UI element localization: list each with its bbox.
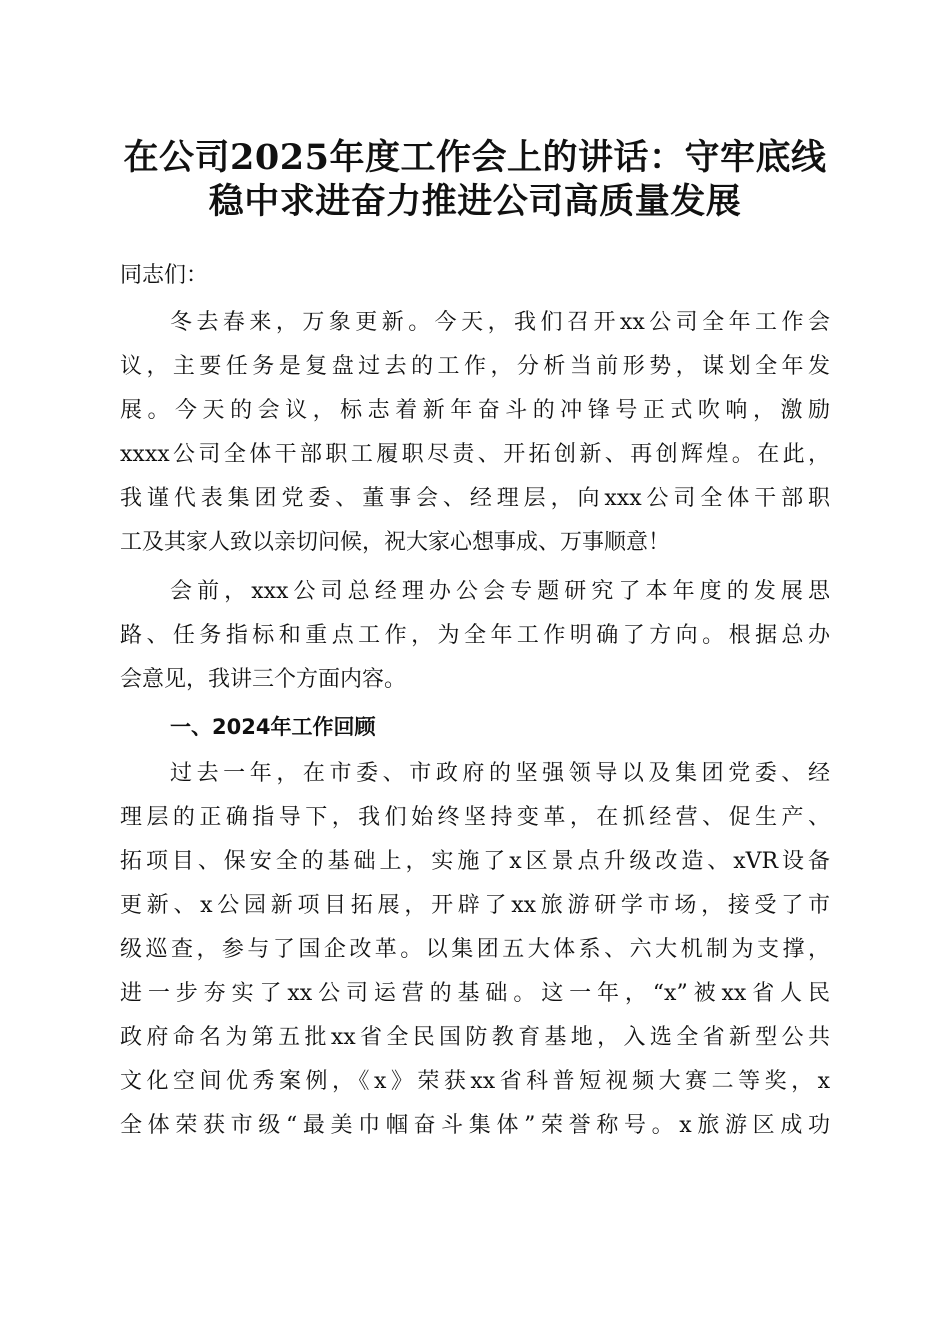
paragraph-line: 过去一年，在市委、市政府的坚强领导以及集团党委、经 (170, 761, 830, 786)
paragraph-line: 更新、x公园新项目拓展，开辟了xx旅游研学市场，接受了市 (120, 893, 830, 918)
paragraph-line: 议，主要任务是复盘过去的工作，分析当前形势，谋划全年发 (120, 354, 830, 379)
paragraph-line: 进一步夯实了xx公司运营的基础。这一年，“x”被xx省人民 (120, 981, 830, 1006)
section-heading-1: 一、2024年工作回顾 (170, 715, 376, 739)
paragraph-2 (120, 570, 830, 702)
paragraph-line: 工及其家人致以亲切问候，祝大家心想事成、万事顺意！ (120, 530, 671, 555)
paragraph-line: 理层的正确指导下，我们始终坚持变革，在抓经营、促生产、 (120, 805, 830, 830)
document-title (80, 136, 870, 224)
paragraph-line: 拓项目、保安全的基础上，实施了x区景点升级改造、xVR设备 (120, 849, 830, 874)
title-line-1: 在公司2025年度工作会上的讲话：守牢底线 (123, 137, 827, 178)
paragraph-3 (120, 752, 830, 1148)
paragraph-line: 全体荣获市级“最美巾帼奋斗集体”荣誉称号。x旅游区成功 (120, 1113, 830, 1138)
paragraph-line: xxxx公司全体干部职工履职尽责、开拓创新、再创辉煌。在此， (120, 442, 830, 467)
paragraph-line: 会前，xxx公司总经理办公会专题研究了本年度的发展思 (170, 579, 830, 604)
document-body (120, 256, 830, 1153)
paragraph-1 (120, 301, 830, 565)
paragraph-line: 路、任务指标和重点工作，为全年工作明确了方向。根据总办 (120, 623, 830, 648)
paragraph-line: 展。今天的会议，标志着新年奋斗的冲锋号正式吹响，激励 (120, 398, 830, 423)
paragraph-line: 级巡查，参与了国企改革。以集团五大体系、六大机制为支撑， (120, 937, 830, 962)
paragraph-line: 政府命名为第五批xx省全民国防教育基地，入选全省新型公共 (120, 1025, 830, 1050)
paragraph-line: 冬去春来，万象更新。今天，我们召开xx公司全年工作会 (170, 310, 830, 335)
paragraph-line: 文化空间优秀案例，《x》荣获xx省科普短视频大赛二等奖，x (120, 1069, 830, 1094)
paragraph-line: 会意见，我讲三个方面内容。 (120, 667, 407, 692)
paragraph-line: 我谨代表集团党委、董事会、经理层，向xxx公司全体干部职 (120, 486, 830, 511)
salutation: 同志们： (120, 263, 209, 288)
title-line-2: 稳中求进奋力推进公司高质量发展 (208, 181, 742, 222)
